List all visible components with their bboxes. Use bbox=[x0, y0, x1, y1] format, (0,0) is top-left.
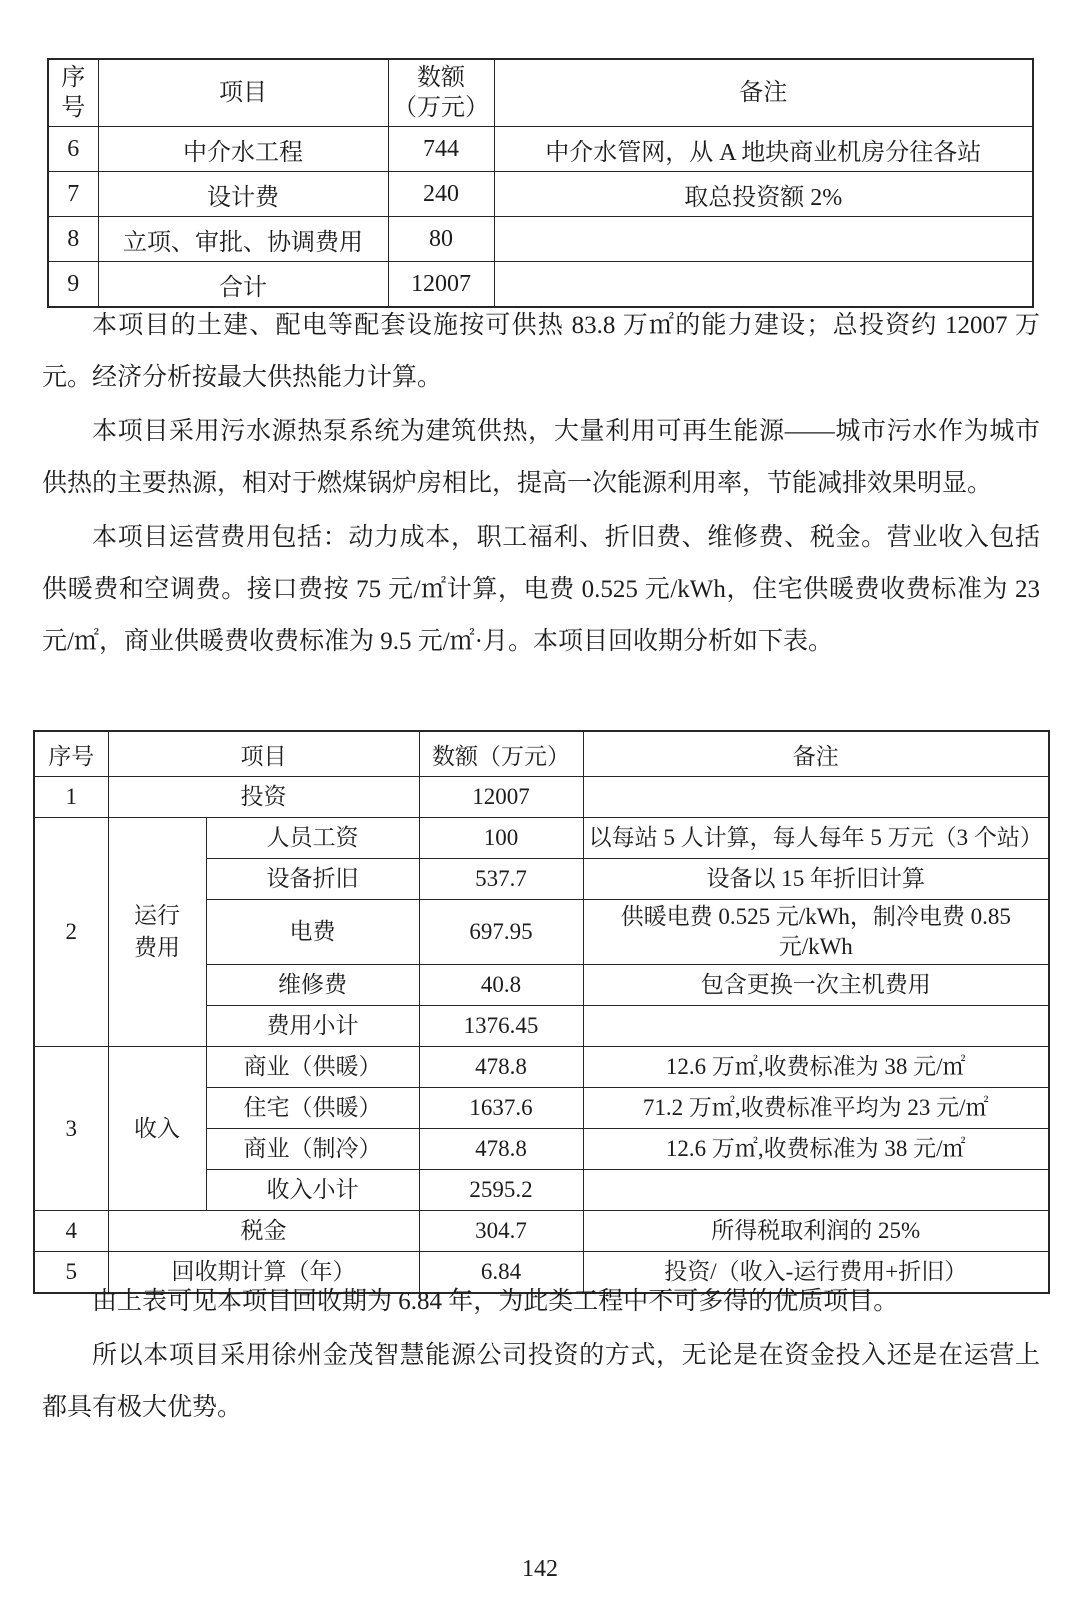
note-cell bbox=[583, 1006, 1049, 1047]
note-cell: 供暖电费 0.525 元/kWh，制冷电费 0.85 元/kWh bbox=[583, 900, 1049, 965]
item-cell: 费用小计 bbox=[206, 1006, 419, 1047]
table-row bbox=[34, 1211, 1049, 1252]
body-text bbox=[42, 1276, 1040, 1436]
header-cell-note: 备注 bbox=[583, 731, 1049, 777]
item-cell: 商业（制冷） bbox=[206, 1129, 419, 1170]
amount-cell: 1376.45 bbox=[419, 1006, 583, 1047]
page-number: 142 bbox=[522, 1556, 558, 1582]
body-text bbox=[42, 300, 1040, 670]
item-cell: 回收期计算（年） bbox=[108, 1252, 419, 1294]
item-cell: 投资 bbox=[108, 777, 419, 818]
payback-analysis-table bbox=[33, 730, 1050, 1294]
header-cell-note: 备注 bbox=[494, 59, 1033, 127]
amount-cell: 478.8 bbox=[419, 1129, 583, 1170]
amount-cell: 100 bbox=[419, 818, 583, 859]
table-row bbox=[48, 172, 1033, 217]
table-header-row bbox=[48, 59, 1033, 127]
amount-cell: 6.84 bbox=[419, 1252, 583, 1294]
paragraph: 本项目采用污水源热泵系统为建筑供热，大量利用可再生能源——城市污水作为城市供热的主要热源，相对于燃煤锅炉房相比，提高一次能源利用率，节能减排效果明显。 bbox=[42, 418, 1040, 497]
amount-cell: 40.8 bbox=[419, 965, 583, 1006]
paragraph: 本项目的土建、配电等配套设施按可供热 83.8 万㎡的能力建设；总投资约 12007 万元。经济分析按最大供热能力计算。 bbox=[42, 312, 1040, 391]
note-cell bbox=[494, 217, 1033, 262]
item-cell: 设备折旧 bbox=[206, 859, 419, 900]
no-cell: 6 bbox=[48, 127, 98, 172]
table-row bbox=[34, 1047, 1049, 1088]
amount-header-line2: （万元） bbox=[393, 95, 489, 121]
item-cell: 立项、审批、协调费用 bbox=[98, 217, 388, 262]
amount-cell: 304.7 bbox=[419, 1211, 583, 1252]
item-cell: 商业（供暖） bbox=[206, 1047, 419, 1088]
note-cell: 中介水管网，从 A 地块商业机房分往各站 bbox=[494, 127, 1033, 172]
amount-cell: 478.8 bbox=[419, 1047, 583, 1088]
header-cell-amount: 数额（万元） bbox=[419, 731, 583, 777]
header-cell-no: 序号 bbox=[48, 59, 98, 127]
item-cell: 电费 bbox=[206, 900, 419, 965]
paragraph: 本项目运营费用包括：动力成本，职工福利、折旧费、维修费、税金。营业收入包括供暖费和空调费。接口费按 75 元/㎡计算，电费 0.525 元/kWh，住宅供暖费收费标准为 23 元/㎡，商业供暖费收费标准为 9.5 元/㎡·月。本项目回收期分析如下表。 bbox=[42, 524, 1040, 655]
amount-cell: 12007 bbox=[388, 262, 494, 308]
no-cell: 3 bbox=[34, 1047, 108, 1211]
amount-cell: 537.7 bbox=[419, 859, 583, 900]
item-cell: 税金 bbox=[108, 1211, 419, 1252]
no-cell: 5 bbox=[34, 1252, 108, 1294]
amount-cell: 744 bbox=[388, 127, 494, 172]
note-cell: 以每站 5 人计算，每人每年 5 万元（3 个站） bbox=[583, 818, 1049, 859]
item-cell: 人员工资 bbox=[206, 818, 419, 859]
amount-cell: 1637.6 bbox=[419, 1088, 583, 1129]
amount-cell: 697.95 bbox=[419, 900, 583, 965]
no-cell: 2 bbox=[34, 818, 108, 1047]
no-cell: 7 bbox=[48, 172, 98, 217]
table-row bbox=[34, 818, 1049, 859]
item-cell: 收入小计 bbox=[206, 1170, 419, 1211]
header-cell-item: 项目 bbox=[108, 731, 419, 777]
no-cell: 9 bbox=[48, 262, 98, 308]
note-cell: 包含更换一次主机费用 bbox=[583, 965, 1049, 1006]
note-cell: 投资/（收入-运行费用+折旧） bbox=[583, 1252, 1049, 1294]
note-cell: 71.2 万㎡,收费标准平均为 23 元/㎡ bbox=[583, 1088, 1049, 1129]
no-cell: 8 bbox=[48, 217, 98, 262]
amount-cell: 2595.2 bbox=[419, 1170, 583, 1211]
header-cell-item: 项目 bbox=[98, 59, 388, 127]
amount-cell: 80 bbox=[388, 217, 494, 262]
item-cell: 设计费 bbox=[98, 172, 388, 217]
note-cell: 12.6 万㎡,收费标准为 38 元/㎡ bbox=[583, 1047, 1049, 1088]
note-cell: 所得税取利润的 25% bbox=[583, 1211, 1049, 1252]
category-cell bbox=[108, 818, 206, 1047]
note-cell: 设备以 15 年折旧计算 bbox=[583, 859, 1049, 900]
header-cell-amount bbox=[388, 59, 494, 127]
amount-header-line1: 数额 bbox=[417, 65, 465, 91]
table-row bbox=[48, 217, 1033, 262]
paragraph: 由上表可见本项目回收期为 6.84 年，为此类工程中不可多得的优质项目。 bbox=[92, 1288, 899, 1315]
table-header-row bbox=[34, 731, 1049, 777]
no-cell: 4 bbox=[34, 1211, 108, 1252]
category-label: 收入 bbox=[134, 1115, 180, 1141]
item-cell: 中介水工程 bbox=[98, 127, 388, 172]
item-cell: 住宅（供暖） bbox=[206, 1088, 419, 1129]
category-label: 运行费用 bbox=[134, 903, 180, 960]
item-cell: 维修费 bbox=[206, 965, 419, 1006]
item-cell: 合计 bbox=[98, 262, 388, 308]
category-cell bbox=[108, 1047, 206, 1211]
investment-items-table bbox=[47, 58, 1034, 308]
note-cell bbox=[583, 1170, 1049, 1211]
no-cell: 1 bbox=[34, 777, 108, 818]
table-row bbox=[34, 777, 1049, 818]
paragraph: 所以本项目采用徐州金茂智慧能源公司投资的方式，无论是在资金投入还是在运营上都具有极大优势。 bbox=[42, 1342, 1040, 1421]
note-cell: 取总投资额 2% bbox=[494, 172, 1033, 217]
note-cell: 12.6 万㎡,收费标准为 38 元/㎡ bbox=[583, 1129, 1049, 1170]
amount-cell: 12007 bbox=[419, 777, 583, 818]
table-row bbox=[48, 127, 1033, 172]
amount-cell: 240 bbox=[388, 172, 494, 217]
header-cell-no: 序号 bbox=[34, 731, 108, 777]
note-cell bbox=[583, 777, 1049, 818]
